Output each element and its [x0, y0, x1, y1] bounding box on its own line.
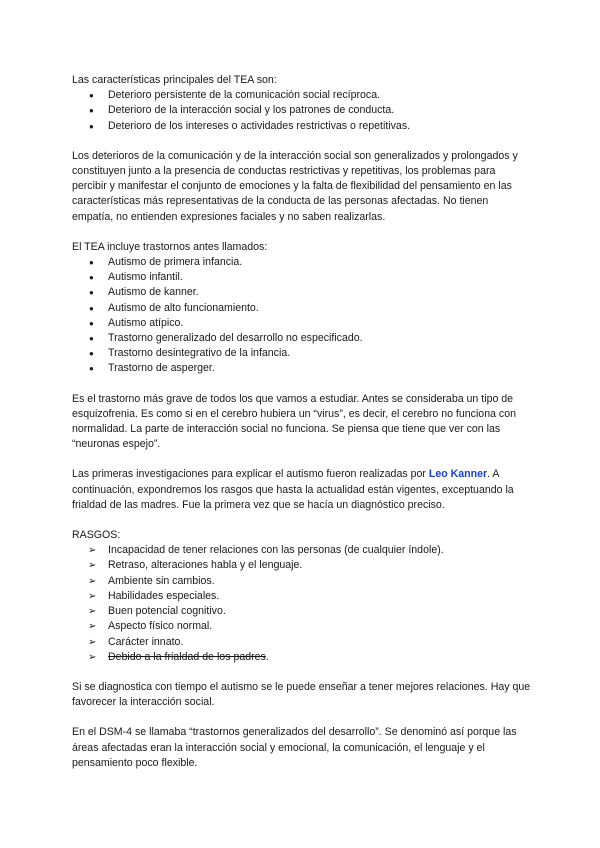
- paragraph-trastorno-grave: Es el trastorno más grave de todos los que vamos a estudiar. Antes se consideraba un tipo de esquizofrenia. Es como si en el cerebro hubiera un “virus”, es decir, el cerebro no funciona con normalidad. La parte de interacción social no funciona. Se piensa que tiene que ver con las “neuronas espejo”.: [72, 392, 516, 451]
- arrow-bullet-icon: ➢: [88, 621, 97, 633]
- leo-kanner-link[interactable]: Leo Kanner: [428, 468, 488, 481]
- intro-heading: Las características principales del TEA son:: [72, 74, 277, 86]
- arrow-bullet-icon: ➢: [88, 651, 97, 663]
- bullet-icon: ●: [89, 318, 94, 328]
- list-item: ➢ Incapacidad de tener relaciones con las personas (de cualquier índole).: [72, 543, 532, 558]
- bullet-icon: ●: [89, 334, 94, 344]
- tea-includes-list: [72, 255, 532, 377]
- bullet-icon: ●: [89, 303, 94, 313]
- list-item: ➢ Retraso, alteraciones habla y el lenguaje.: [72, 558, 532, 573]
- rasgos-heading: RASGOS:: [72, 529, 121, 542]
- rasgos-list: [72, 543, 532, 665]
- list-item: ● Autismo de kanner.: [72, 285, 532, 300]
- list-item-struck: ➢ Debido a la frialdad de los padres.: [72, 650, 532, 665]
- list-item: ➢ Carácter innato.: [72, 635, 532, 650]
- struck-text: Debido a la frialdad de los padres: [108, 650, 266, 663]
- bullet-icon: ●: [89, 106, 94, 116]
- bullet-icon: ●: [89, 288, 94, 298]
- arrow-bullet-icon: ➢: [88, 590, 97, 602]
- bullet-icon: ●: [89, 364, 94, 374]
- bullet-icon: ●: [89, 121, 94, 131]
- list-item: ● Deterioro persistente de la comunicación social recíproca.: [72, 88, 532, 103]
- list-item: ● Trastorno de asperger.: [72, 361, 532, 376]
- arrow-bullet-icon: ➢: [88, 606, 97, 618]
- bullet-icon: ●: [89, 273, 94, 283]
- paragraph-diagnostico: Si se diagnostica con tiempo el autismo se le puede enseñar a tener mejores relaciones. Hay que favorecer la interacción social.: [72, 680, 531, 709]
- bullet-icon: ●: [89, 91, 94, 101]
- list-item: ● Deterioro de los intereses o actividades restrictivas o repetitivas.: [72, 119, 532, 134]
- document-body: [72, 73, 532, 771]
- list-item: ➢ Ambiente sin cambios.: [72, 574, 532, 589]
- tea-includes-heading: El TEA incluye trastornos antes llamados:: [72, 240, 268, 253]
- list-item: ● Autismo infantil.: [72, 270, 532, 285]
- paragraph-dsm4: En el DSM-4 se llamaba “trastornos generalizados del desarrollo”. Se denominó así porque las áreas afectadas eran la interacción social y emocional, la comunicación, el lenguaje y el pensamiento poco flexible.: [72, 726, 517, 769]
- list-item: ● Trastorno generalizado del desarrollo no especificado.: [72, 331, 532, 346]
- list-item: ➢ Buen potencial cognitivo.: [72, 604, 532, 619]
- list-item: ➢ Habilidades especiales.: [72, 589, 532, 604]
- list-item: ➢ Aspecto físico normal.: [72, 619, 532, 634]
- list-item: ● Autismo atípico.: [72, 316, 532, 331]
- paragraph-deterioros: Los deterioros de la comunicación y de la interacción social son generalizados y prolongados y constituyen junto a la presencia de conductas restrictivas y repetitivas, los problemas para percibir y manifestar el conjunto de emociones y la falta de flexibilidad del pensamiento en las características más representativas de la conducta de las personas afectadas. No tienen empatía, no entienden expresiones faciales y no saben realizarlas.: [72, 149, 518, 223]
- list-item: ● Deterioro de la interacción social y los patrones de conducta.: [72, 103, 532, 118]
- bullet-icon: ●: [89, 349, 94, 359]
- arrow-bullet-icon: ➢: [88, 636, 97, 648]
- bullet-icon: ●: [89, 258, 94, 268]
- list-item: ● Autismo de alto funcionamiento.: [72, 301, 532, 316]
- list-item: ● Trastorno desintegrativo de la infancia.: [72, 346, 532, 361]
- paragraph-investigaciones: Las primeras investigaciones para explicar el autismo fueron realizadas por Leo Kanner. A continuación, expondremos los rasgos que hasta la actualidad están vigentes, exceptuando la frialdad de las madres. Fue la primera vez que se hacía un diagnóstico preciso.: [72, 468, 514, 511]
- list-item: ● Autismo de primera infancia.: [72, 255, 532, 270]
- arrow-bullet-icon: ➢: [88, 560, 97, 572]
- arrow-bullet-icon: ➢: [88, 575, 97, 587]
- intro-list: [72, 88, 532, 134]
- arrow-bullet-icon: ➢: [88, 545, 97, 557]
